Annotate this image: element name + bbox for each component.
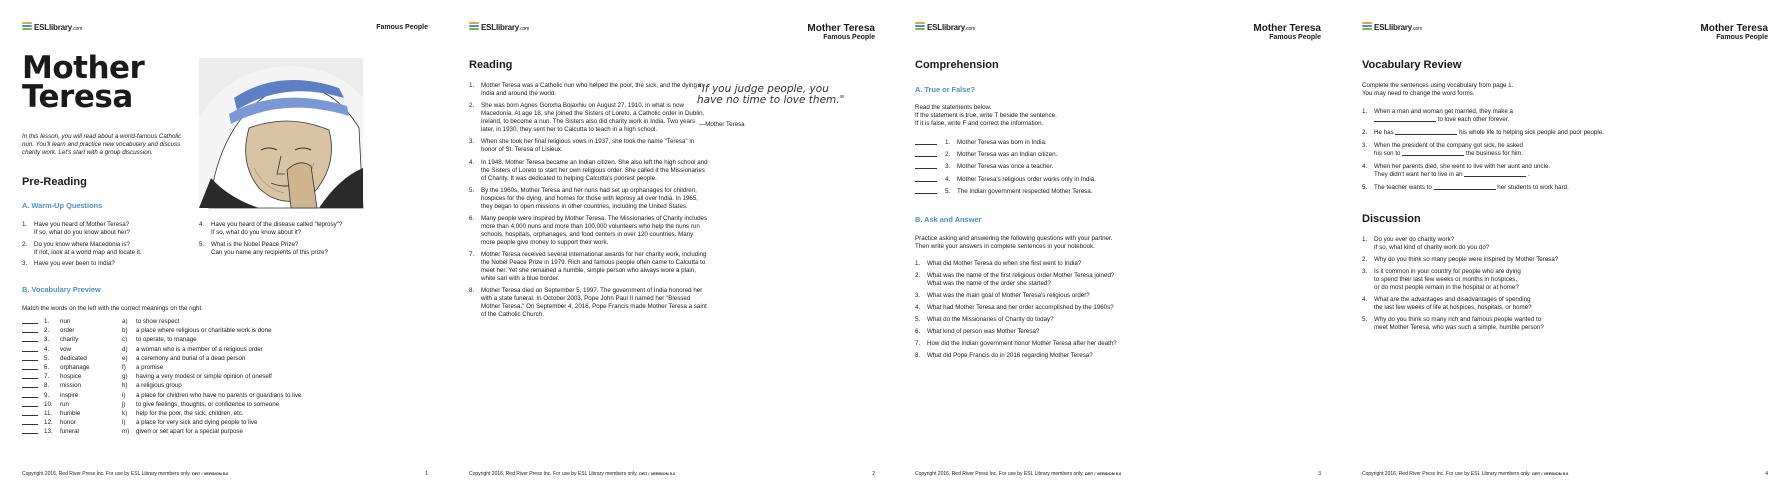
vocab-number: 3. xyxy=(44,336,50,344)
question-text: Why do you think so many people were inspired by Mother Teresa? xyxy=(1374,256,1559,263)
vocab-row xyxy=(22,327,402,336)
reading-paragraph xyxy=(469,102,709,134)
question-number: 2. xyxy=(1362,256,1368,263)
pull-quote: "If you judge people, you have no time to love them." xyxy=(697,83,845,106)
question-text: to spend their last few weeks or months in hospices, xyxy=(1374,276,1518,283)
definition-letter: e) xyxy=(122,354,128,362)
question-text: What had Mother Teresa and her order accomplished by the 1960s? xyxy=(927,304,1114,311)
definition-text: a woman who is a member of a religious order xyxy=(136,345,263,353)
fill-in-blank[interactable] xyxy=(1374,116,1436,122)
paragraph-number: 8. xyxy=(469,287,475,295)
esl-library-logo: ESLlibrary.com xyxy=(1362,22,1422,33)
question-item xyxy=(22,221,197,237)
question-text: What was the name of the order she started? xyxy=(927,280,1051,287)
vocab-word: funeral xyxy=(60,428,79,436)
vocab-row xyxy=(22,364,402,373)
vocab-instructions: Match the words on the left with the correct meanings on the right. xyxy=(22,305,203,312)
question-text: Can you name any recipients of this prize? xyxy=(211,248,328,256)
fill-in-item xyxy=(1362,129,1752,137)
sentence-line xyxy=(1374,184,1752,192)
vocab-number: 4. xyxy=(44,345,50,353)
answer-blank[interactable] xyxy=(22,392,38,398)
question-item xyxy=(915,304,1305,312)
vocab-preview-heading: B. Vocabulary Preview xyxy=(22,285,101,294)
question-number: 2. xyxy=(1362,129,1368,136)
header-title: Mother Teresa Famous People xyxy=(1700,23,1768,41)
warmup-heading: A. Warm-Up Questions xyxy=(22,201,103,210)
question-text: How did the Indian government honor Mother Teresa after her death? xyxy=(927,340,1117,347)
question-number: 5. xyxy=(199,240,205,248)
question-item xyxy=(915,352,1305,360)
logo-icon xyxy=(915,22,925,31)
question-item xyxy=(915,260,1305,268)
question-text: or do most people remain in the hospital or at home? xyxy=(1374,284,1519,291)
worksheet-page-2 xyxy=(447,0,875,494)
question-text: the last few weeks of life at hospices, hospitals, or home? xyxy=(1374,304,1532,311)
question-number: 2. xyxy=(945,151,951,159)
page-header xyxy=(915,20,1321,41)
sentence-text: his whole life to helping sick people and poor people. xyxy=(1459,129,1604,136)
vocab-number: 9. xyxy=(44,391,50,399)
question-number: 3. xyxy=(945,163,951,171)
vocab-number: 2. xyxy=(44,327,50,335)
answer-blank[interactable] xyxy=(915,139,937,145)
answer-blank[interactable] xyxy=(22,373,38,379)
pre-reading-heading: Pre-Reading xyxy=(22,176,87,188)
vocab-word: mission xyxy=(60,382,81,390)
vocab-word: inspire xyxy=(60,391,79,399)
question-number: 8. xyxy=(915,352,921,359)
vocab-review-instructions: Complete the sentences using vocabulary from page 1. You may need to change the word forms. xyxy=(1362,82,1514,97)
sentence-text: . xyxy=(1528,171,1530,178)
question-text: If so, what kind of charity work do you do? xyxy=(1374,244,1490,251)
vocab-word: nun xyxy=(60,318,71,325)
question-text: If not, look at a world map and locate it. xyxy=(34,248,142,256)
question-text: What was the name of the first religious order Mother Teresa joined? xyxy=(927,272,1115,279)
ask-answer-heading: B. Ask and Answer xyxy=(915,215,982,224)
reading-paragraph xyxy=(469,215,709,247)
question-item xyxy=(915,272,1305,288)
answer-blank[interactable] xyxy=(22,336,38,342)
vocab-number: 7. xyxy=(44,373,50,381)
vocab-word: vow xyxy=(60,345,72,353)
definition-text: help for the poor, the sick, children, etc. xyxy=(136,409,244,417)
page-footer: Copyright 2016, Red River Press Inc. For use by ESL Library members only. DRT / VERSION 5.6 1 xyxy=(22,471,428,477)
discussion-list xyxy=(1362,236,1752,336)
logo-icon xyxy=(1362,22,1372,31)
question-text: Have you heard of the disease called "leprosy"? xyxy=(211,221,343,228)
question-number: 7. xyxy=(915,340,921,347)
answer-blank[interactable] xyxy=(22,327,38,333)
question-text: Have you heard of Mother Teresa? xyxy=(34,221,130,228)
sentence-line xyxy=(1374,150,1752,158)
paragraph-text: In 1948, Mother Teresa became an Indian citizen. She also left the high school and the Sisters of Loreto to start her own religious order. She called it the Missionaries of Charity. It was dedicated to helping Calcutta's poorest people. xyxy=(481,158,708,182)
question-text: Have you ever been to India? xyxy=(34,260,115,267)
question-text: Why do you think so many rich and famous people wanted to xyxy=(1374,316,1542,323)
question-text: What was the main goal of Mother Teresa's religious order? xyxy=(927,292,1090,299)
answer-blank[interactable] xyxy=(915,163,937,169)
fill-in-blank[interactable] xyxy=(1402,150,1464,156)
definition-text: to show respect xyxy=(136,318,180,325)
definition-text: a place where religious or charitable work is done xyxy=(136,327,272,335)
ask-answer-instructions: Practice asking and answering the following questions with your partner. Then write your answers in complete sentences in your notebook. xyxy=(915,235,1113,250)
vocab-number: 5. xyxy=(44,354,50,362)
sentence-text: When her parents died, she went to live with her aunt and uncle. xyxy=(1374,163,1551,170)
true-false-item xyxy=(915,139,1295,151)
vocab-row xyxy=(22,318,402,327)
question-text: What did Pope Francis do in 2016 regarding Mother Teresa? xyxy=(927,352,1093,359)
header-category: Famous People xyxy=(376,24,428,31)
answer-blank[interactable] xyxy=(22,355,38,361)
discussion-heading: Discussion xyxy=(1362,213,1421,225)
fill-in-item xyxy=(1362,108,1752,124)
vocab-row xyxy=(22,419,402,428)
ask-answer-list xyxy=(915,260,1305,364)
definition-letter: l) xyxy=(122,419,126,427)
header-title: Mother Teresa Famous People xyxy=(807,23,875,41)
warmup-questions-left xyxy=(22,221,197,272)
reading-paragraph xyxy=(469,187,709,211)
true-false-item xyxy=(915,163,1295,175)
reading-passage xyxy=(469,82,709,324)
paragraph-number: 3. xyxy=(469,138,475,146)
paragraph-text: She was born Agnes Gonxha Bojaxhiu on August 27, 1910, in what is now Macedonia. At age 18, she joined the Sisters of Loreto, a Catholic order in Dublin, Ireland, to become a nun. The Sisters also did charity work in India. Two years later, in 1930, they sent her to Calcutta to teach in a high school. xyxy=(481,102,705,134)
question-item xyxy=(22,260,197,268)
vocab-row xyxy=(22,355,402,364)
question-item xyxy=(1362,256,1752,264)
vocab-row xyxy=(22,392,402,401)
definition-text: a religious group xyxy=(136,382,182,390)
reading-heading: Reading xyxy=(469,59,513,71)
question-number: 1. xyxy=(1362,108,1368,115)
sentence-text: to love each other forever. xyxy=(1437,116,1510,123)
question-number: 1. xyxy=(22,221,28,228)
fill-in-blank[interactable] xyxy=(1434,184,1496,190)
question-number: 3. xyxy=(1362,142,1368,149)
paragraph-text: Mother Teresa died on September 5, 1997. The government of India honored her with a state funeral. In October 2003, Pope John Paul II named her "Blessed Mother Teresa." On September 4, 2016, Pope Francis made Mother Teresa a saint of the Catholic Church. xyxy=(481,287,707,319)
question-number: 5. xyxy=(1362,184,1368,191)
vocab-word: honor xyxy=(60,419,76,427)
definition-text: to operate, to manage xyxy=(136,336,197,344)
vocab-word: hospice xyxy=(60,373,82,381)
reading-paragraph xyxy=(469,159,709,183)
vocab-row xyxy=(22,336,402,345)
question-item xyxy=(1362,316,1752,332)
question-text: Do you know where Macedonia is? xyxy=(34,240,130,248)
logo-icon xyxy=(22,22,32,31)
question-text: meet Mother Teresa, who was such a simple, humble person? xyxy=(1374,324,1544,331)
paragraph-text: By the 1960s, Mother Teresa and her nuns had set up orphanages for children, hospices for the dying, and homes for those with leprosy all over India. In 1965, they began to open missions in other countries, including the United States. xyxy=(481,186,699,210)
definition-text: a ceremony and burial of a dead person xyxy=(136,354,246,362)
page-header xyxy=(1362,20,1768,41)
fill-in-item xyxy=(1362,163,1752,179)
vocab-number: 6. xyxy=(44,363,50,371)
answer-blank[interactable] xyxy=(22,346,38,352)
true-false-list xyxy=(915,139,1295,200)
true-false-item xyxy=(915,188,1295,200)
sentence-text: When a man and woman get married, they make a xyxy=(1374,108,1513,115)
definition-letter: d) xyxy=(122,345,128,353)
sentence-line xyxy=(1374,171,1752,179)
answer-blank[interactable] xyxy=(915,188,937,194)
question-number: 3. xyxy=(22,260,28,267)
worksheet-page-3 xyxy=(893,0,1321,494)
sentence-text: When the president of the company got sick, he asked xyxy=(1374,142,1523,149)
question-item xyxy=(1362,236,1752,252)
vocab-number: 12. xyxy=(44,419,53,427)
paragraph-number: 1. xyxy=(469,82,475,89)
vocab-word: run xyxy=(60,400,69,408)
paragraph-text: Mother Teresa received several international awards for her charity work, including the Nobel Peace Prize in 1979. Rich and famous people often came to Calcutta to meet her. Yet she remained a humble, simple person who always wore a plain, white sari with a blue border. xyxy=(481,251,707,283)
question-number: 3. xyxy=(1362,268,1368,275)
true-false-heading: A. True or False? xyxy=(915,85,975,94)
question-item xyxy=(22,241,197,257)
paragraph-text: Mother Teresa was a Catholic nun who helped the poor, the sick, and the dying in India and around the world. xyxy=(481,82,704,97)
statement-text: Mother Teresa was once a teacher. xyxy=(957,163,1054,171)
vocab-number: 13. xyxy=(44,428,53,436)
vocab-number: 8. xyxy=(44,382,50,390)
answer-blank[interactable] xyxy=(22,410,38,416)
fill-in-blank[interactable] xyxy=(1464,171,1526,177)
reading-paragraph xyxy=(469,82,709,98)
definition-letter: b) xyxy=(122,327,128,335)
vocab-row xyxy=(22,401,402,410)
statement-text: Mother Teresa was an Indian citizen. xyxy=(957,151,1058,159)
definition-text: to give feelings, thoughts, or confidence to someone xyxy=(136,400,280,408)
question-number: 4. xyxy=(915,304,921,311)
question-number: 1. xyxy=(1362,236,1368,243)
definition-letter: m) xyxy=(122,428,130,436)
vocab-matching-list xyxy=(22,318,402,437)
intro-text: In this lesson, you will read about a world-famous Catholic nun. You'll learn and practice new vocabulary and discuss charity work. Let's start with a group discussion. xyxy=(22,133,182,156)
question-item xyxy=(915,328,1305,336)
sentence-text: The teacher wants to xyxy=(1374,184,1432,191)
worksheet-page-4 xyxy=(1340,0,1768,494)
fill-in-item xyxy=(1362,142,1752,158)
question-item xyxy=(199,241,399,257)
page-footer: Copyright 2016, Red River Press Inc. For use by ESL Library members only. DRT / VERSION 5.6 4 xyxy=(1362,471,1768,477)
reading-paragraph xyxy=(469,287,709,319)
sentence-line xyxy=(1374,129,1752,137)
page-title: Mother Teresa xyxy=(22,50,145,115)
sentence-text: the business for him. xyxy=(1465,150,1524,157)
question-item xyxy=(915,316,1305,324)
question-text: What did Mother Teresa do when she first went to India? xyxy=(927,260,1082,267)
question-number: 5. xyxy=(945,187,951,195)
vocab-row xyxy=(22,382,402,391)
sentence-text: He has xyxy=(1374,129,1394,136)
definition-text: a promise xyxy=(136,363,164,371)
question-number: 2. xyxy=(22,240,28,248)
paragraph-number: 4. xyxy=(469,158,475,166)
question-number: 1. xyxy=(945,139,951,146)
definition-text: a place for children who have no parents or guardians to live xyxy=(136,391,302,399)
quote-attribution: —Mother Teresa xyxy=(699,121,745,128)
question-text: What kind of person was Mother Teresa? xyxy=(927,328,1040,335)
page-number: 3 xyxy=(1318,471,1321,477)
paragraph-number: 7. xyxy=(469,251,475,259)
warmup-questions-right xyxy=(199,221,399,260)
answer-blank[interactable] xyxy=(22,419,38,425)
vocab-row xyxy=(22,410,402,419)
answer-blank[interactable] xyxy=(915,151,937,157)
question-item xyxy=(915,340,1305,348)
question-number: 4. xyxy=(945,175,951,183)
comprehension-heading: Comprehension xyxy=(915,59,999,71)
vocab-word: dedicated xyxy=(60,354,87,362)
question-text: Do you ever do charity work? xyxy=(1374,236,1455,243)
definition-text: given or set apart for a special purpose xyxy=(136,428,243,436)
vocab-row xyxy=(22,373,402,382)
question-item xyxy=(199,221,399,237)
mother-teresa-illustration xyxy=(199,58,363,208)
true-false-item xyxy=(915,151,1295,163)
question-text: If so, what do you know about her? xyxy=(34,229,130,236)
question-text: Is it common in your country for people who are dying xyxy=(1374,268,1521,275)
question-number: 5. xyxy=(1362,316,1368,323)
page-number: 2 xyxy=(872,471,875,477)
statement-text: Mother Teresa's religious order works only in India. xyxy=(957,175,1096,183)
sentence-text: They didn't want her to live in an xyxy=(1374,171,1463,178)
question-item xyxy=(915,292,1305,300)
vocab-number: 10. xyxy=(44,400,53,408)
answer-blank[interactable] xyxy=(915,176,937,182)
paragraph-text: When she took her final religious vows in 1937, she took the name "Teresa" in honor of St. Teresa of Lisieux. xyxy=(481,138,695,154)
question-number: 5. xyxy=(915,316,921,323)
question-text: What do the Missionaries of Charity do today? xyxy=(927,316,1054,323)
question-number: 2. xyxy=(915,272,921,279)
vocab-row xyxy=(22,346,402,355)
definition-letter: f) xyxy=(122,363,126,371)
answer-blank[interactable] xyxy=(22,428,38,434)
vocab-word: orphanage xyxy=(60,363,90,371)
question-number: 1. xyxy=(915,260,921,267)
vocab-number: 11. xyxy=(44,409,53,417)
question-number: 3. xyxy=(915,292,921,299)
answer-blank[interactable] xyxy=(22,382,38,388)
worksheet-page-1 xyxy=(0,0,428,494)
answer-blank[interactable] xyxy=(22,401,38,407)
question-text: What is the Nobel Peace Prize? xyxy=(211,240,299,248)
vocab-review-heading: Vocabulary Review xyxy=(1362,59,1462,71)
sentence-line xyxy=(1374,116,1752,124)
paragraph-text: Many people were inspired by Mother Teresa. The Missionaries of Charity includes more than 4,000 nuns and more than 100,000 volunteers who help the nuns run schools, hospitals, orphanages, and food centers in over 120 countries. Many more people give money to support their work. xyxy=(481,214,708,246)
fill-in-item xyxy=(1362,184,1752,192)
vocab-review-list xyxy=(1362,108,1752,197)
paragraph-number: 2. xyxy=(469,102,475,110)
question-item xyxy=(1362,268,1752,292)
page-header xyxy=(22,20,428,36)
vocab-word: charity xyxy=(60,336,79,344)
page-footer: Copyright 2016, Red River Press Inc. For use by ESL Library members only. DRT / VERSION 5.6 2 xyxy=(469,471,875,477)
reading-paragraph xyxy=(469,251,709,283)
definition-letter: c) xyxy=(122,336,128,344)
question-text: What are the advantages and disadvantages of spending xyxy=(1374,296,1531,303)
esl-library-logo: ESLlibrary.com xyxy=(469,22,529,33)
page-footer: Copyright 2016, Red River Press Inc. For use by ESL Library members only. DRT / VERSION 5.6 3 xyxy=(915,471,1321,477)
page-number: 1 xyxy=(425,471,428,477)
statement-text: Mother Teresa was born in India. xyxy=(957,139,1047,146)
answer-blank[interactable] xyxy=(22,364,38,370)
paragraph-number: 5. xyxy=(469,186,475,194)
definition-letter: g) xyxy=(122,373,128,381)
page-number: 4 xyxy=(1765,471,1768,477)
definition-letter: i) xyxy=(122,391,126,399)
page-header xyxy=(469,20,875,41)
sentence-text: his son to xyxy=(1374,150,1401,157)
question-text: If so, what do you know about it? xyxy=(211,229,302,236)
question-item xyxy=(1362,296,1752,312)
statement-text: The Indian government respected Mother Teresa. xyxy=(957,187,1093,195)
vocab-word: humble xyxy=(60,409,81,417)
sentence-text: her students to work hard. xyxy=(1497,184,1569,191)
question-number: 6. xyxy=(915,328,921,335)
vocab-row xyxy=(22,428,402,437)
definition-text: a place for very sick and dying people to live xyxy=(136,419,258,427)
definition-text: having a very modest or simple opinion of oneself xyxy=(136,373,272,381)
esl-library-logo: ESLlibrary.com xyxy=(915,22,975,33)
true-false-item xyxy=(915,176,1295,188)
paragraph-number: 6. xyxy=(469,214,475,222)
answer-blank[interactable] xyxy=(22,318,38,324)
definition-letter: k) xyxy=(122,409,128,417)
definition-letter: j) xyxy=(122,400,126,408)
fill-in-blank[interactable] xyxy=(1395,129,1457,135)
reading-paragraph xyxy=(469,138,709,154)
esl-library-logo: ESLlibrary.com xyxy=(22,22,82,33)
definition-letter: h) xyxy=(122,382,128,390)
vocab-word: order xyxy=(60,327,75,335)
vocab-number: 1. xyxy=(44,318,50,325)
definition-letter: a) xyxy=(122,318,128,325)
question-number: 4. xyxy=(1362,296,1368,303)
logo-icon xyxy=(469,22,479,31)
true-false-instructions: Read the statements below. If the statement is true, write T beside the sentence. If it is false, write F and correct the information. xyxy=(915,104,1057,127)
question-number: 4. xyxy=(199,221,205,228)
header-title: Mother Teresa Famous People xyxy=(1253,23,1321,41)
question-number: 4. xyxy=(1362,163,1368,170)
